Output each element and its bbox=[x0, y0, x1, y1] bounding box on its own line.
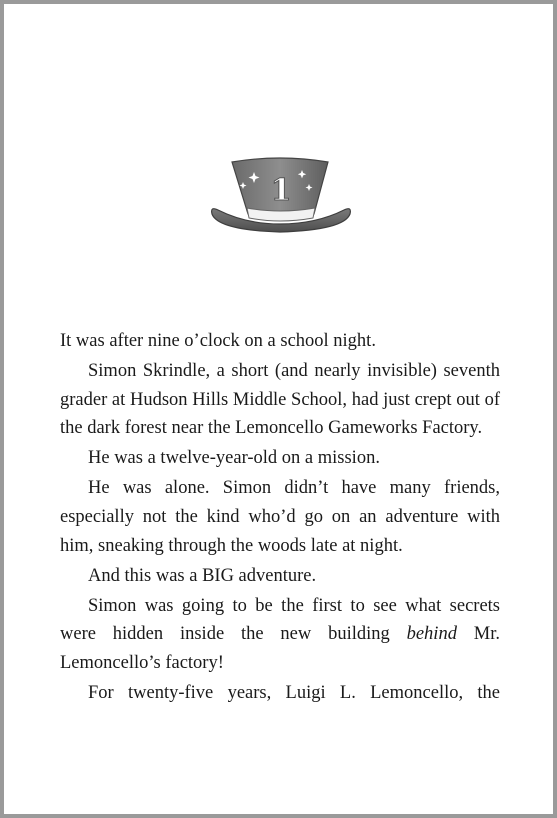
paragraph: Simon Skrindle, a short (and nearly invisible) seventh grader at Hudson Hills Middle School, had just crept out of the dark forest near the Lemoncello Gameworks Factory. bbox=[60, 361, 500, 439]
paragraph: And this was a BIG adventure. bbox=[88, 565, 317, 586]
chapter-number: 1 bbox=[270, 173, 292, 208]
paragraph: For twenty-five years, Luigi L. Lemoncello, the bbox=[88, 683, 500, 704]
paragraph: He was alone. Simon didn’t have many friends, especially not the kind who’d go on an adventure with him, sneaking through the woods late at night. bbox=[60, 478, 500, 556]
chapter-text bbox=[60, 327, 500, 709]
paragraph-text: Simon was going to be the first to see what secrets were hidden inside the new building bbox=[60, 595, 500, 645]
paragraph-text: Mr. Lemoncello’s factory! bbox=[60, 624, 501, 674]
paragraph: He was a twelve-year-old on a mission. bbox=[88, 448, 380, 469]
top-hat-icon bbox=[206, 152, 356, 238]
paragraph bbox=[60, 592, 500, 678]
paragraph: It was after nine o’clock on a school night. bbox=[60, 331, 376, 351]
book-page bbox=[4, 4, 553, 814]
emphasis-text: behind bbox=[406, 624, 457, 645]
